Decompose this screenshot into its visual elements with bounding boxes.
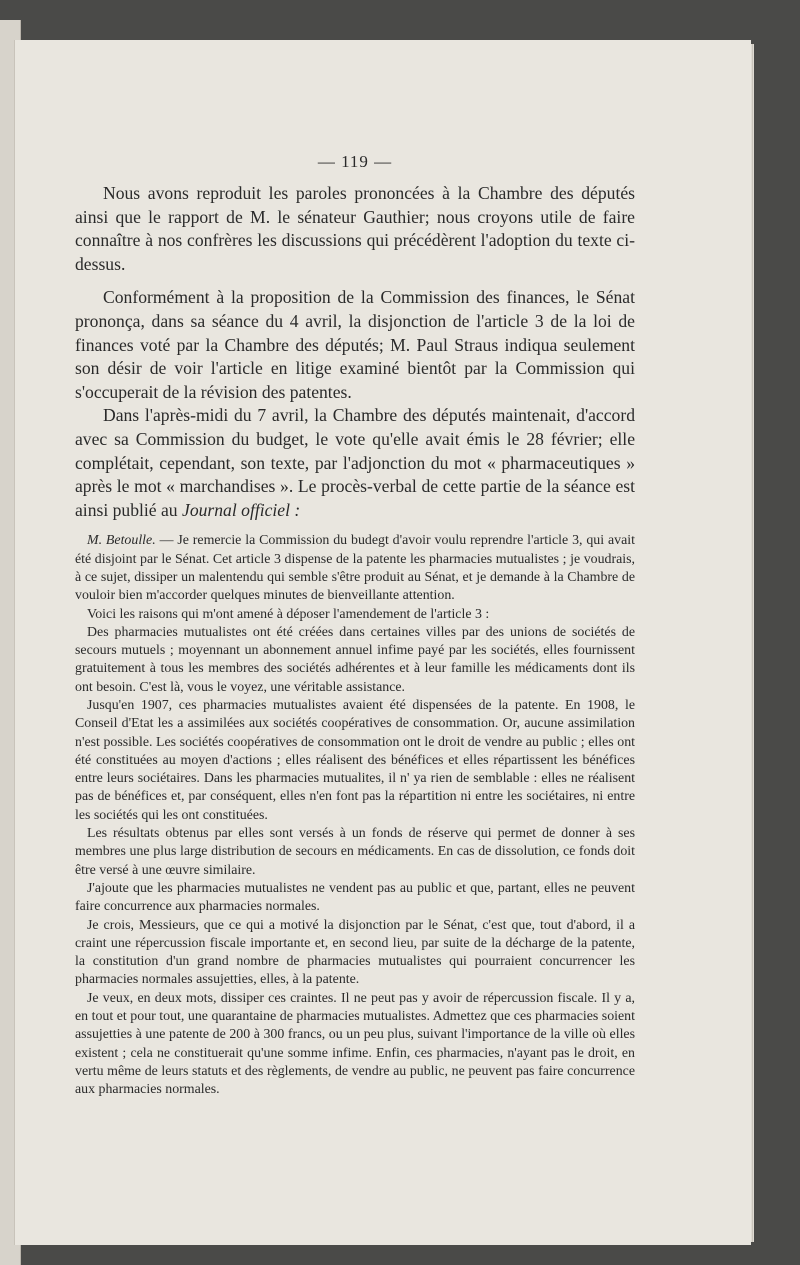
- body-paragraph: Nous avons reproduit les paroles prononcées à la Chambre des députés ainsi que le rapport de M. le sénateur Gauthier; nous croyons utile de faire connaître à nos confrères les discussions qui précédèrent l'adoption du texte ci-dessus.: [75, 183, 635, 274]
- quoted-proceedings: [75, 532, 635, 1099]
- body-paragraph: [75, 404, 635, 522]
- quote-paragraph: Des pharmacies mutualistes ont été créées dans certaines villes par des unions de sociétés de secours mutuels ; moyennant un abonnement annuel infime payé par les sociétés, elles fournissent gratuitement à tous les membres des sociétés adhérentes et à leur famille les médicaments dont ils ont besoin. C'est là, vous le voyez, une véritable assistance.: [75, 624, 635, 695]
- journal-title: Journal officiel :: [182, 499, 301, 520]
- body-paragraph: Conformément à la proposition de la Commission des finances, le Sénat prononça, dans sa séance du 4 avril, la disjonction de l'article 3 de la loi de finances voté par la Chambre des députés; M. Paul Straus indiqua seulement son désir de voir l'article en litige examiné bientôt par la Commission qui s'occuperait de la révision des patentes.: [75, 287, 635, 402]
- quote-paragraph: Je veux, en deux mots, dissiper ces craintes. Il ne peut pas y avoir de répercussion fiscale. Il y a, en tout et pour tout, une quarantaine de pharmacies mutualistes. Admettez que ces pharmacies soient assujetties à une patente de 200 à 300 francs, ou un peu plus, suivant l'importance de la ville où elles existent ; cela ne constituerait qu'une somme infime. Enfin, ces pharmacies, n'ayant pas le droit, en vertu même de leurs statuts et des règlements, de vendre au public, ne peuvent pas faire concurrence aux pharmacies normales.: [75, 990, 635, 1098]
- page-content: [75, 152, 635, 1100]
- page-number: — 119 —: [317, 152, 393, 171]
- quote-paragraph: Je crois, Messieurs, que ce qui a motivé la disjonction par le Sénat, c'est que, tout d'abord, il a craint une répercussion fiscale importante et, en second lieu, par suite de la décharge de la patente, la constitution d'un grand nombre de pharmacies mutualistes qui pourraient concurrencer les pharmacies normales assujetties, elles, à la patente.: [75, 917, 635, 988]
- quote-paragraph: Voici les raisons qui m'ont amené à déposer l'amendement de l'article 3 :: [87, 606, 490, 622]
- speaker-name: M. Betoulle.: [87, 533, 156, 549]
- quote-paragraph: Les résultats obtenus par elles sont versés à un fonds de réserve qui permet de donner à ses membres une plus large distribution de secours en médicaments. En cas de dissolution, ce fonds doit être versé à une œuvre similaire.: [75, 826, 635, 878]
- body-paragraph-text: Dans l'après-midi du 7 avril, la Chambre des députés maintenait, d'accord avec sa Commission du budget, le vote qu'elle avait émis le 28 février; elle complétait, cependant, son texte, par l'adjonction du mot « pharmaceutiques » après le mot « marchandises ». Le procès-verbal de cette partie de la séance est ainsi publié au: [75, 405, 635, 520]
- quote-paragraph: [75, 532, 635, 605]
- quote-text: — Je remercie la Commission du budegt d'avoir voulu reprendre l'article 3, qui avait été disjoint par le Sénat. Cet article 3 dispense de la patente les pharmacies mutualistes ; je voudrais, à ce sujet, dissiper un malentendu qui semble s'être produit au Sénat, et je demande à la Chambre de vouloir bien m'accorder quelques minutes de bienveillante attention.: [75, 533, 635, 604]
- quote-paragraph: J'ajoute que les pharmacies mutualistes ne vendent pas au public et que, partant, elles ne peuvent faire concurrence aux pharmacies normales.: [75, 880, 635, 915]
- quote-paragraph: Jusqu'en 1907, ces pharmacies mutualistes avaient été dispensées de la patente. En 1908, le Conseil d'Etat les a assimilées aux sociétés coopératives de consommation. Or, aucune assimilation n'est possible. Les sociétés coopératives de consommation ont le droit de vendre au public ; elles ont été constituées au moyen d'actions ; elles réalisent des bénéfices et elles répartissent les bénéfices entre leurs sociétaires. Dans les pharmacies mutualites, il n' ya rien de semblable : elles ne réalisent pas de bénéfices et, par conséquent, elles n'en font pas la répartition ni entre les sociétaires, ni entre les sociétés qui les ont constituées.: [75, 697, 635, 823]
- book-page: [14, 40, 751, 1245]
